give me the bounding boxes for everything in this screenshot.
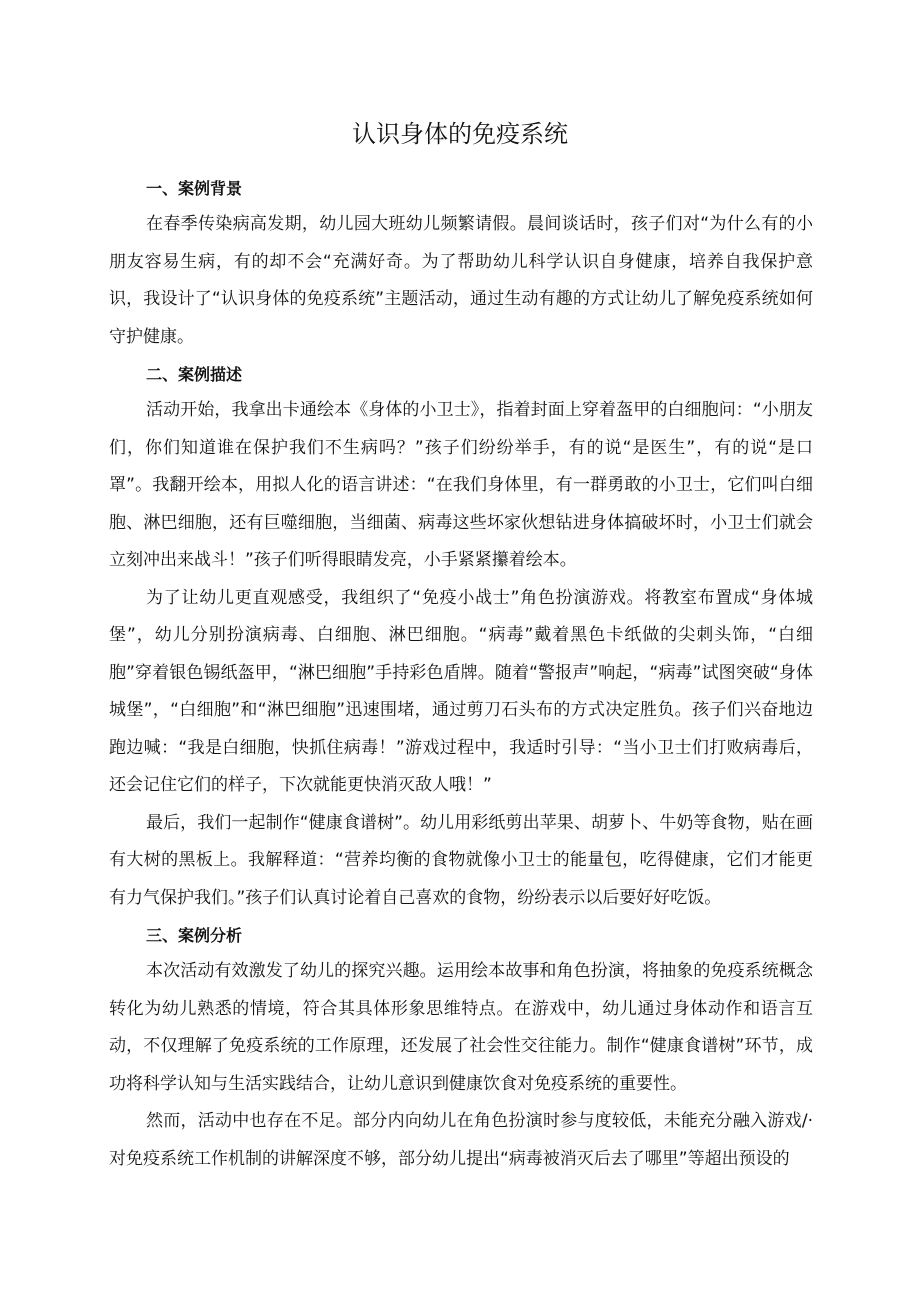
paragraph: 最后，我们一起制作“健康食谱树”。幼儿用彩纸剪出苹果、胡萝卜、牛奶等食物，贴在画有大树的黑板上。我解释道：“营养均衡的食物就像小卫士的能量包，吃得健康，它们才能更有力气保护我们。”孩子们认真讨论着自己喜欢的食物，纷纷表示以后要好好吃饭。 — [109, 812, 813, 908]
paragraph: 为了让幼儿更直观感受，我组织了“免疫小战士”角色扮演游戏。将教室布置成“身体城堡”，幼儿分别扮演病毒、白细胞、淋巴细胞。“病毒”戴着黑色卡纸做的尖刺头饰，“白细胞”穿着银色锡纸盔甲，“淋巴细胞”手持彩色盾牌。随着“警报声”响起，“病毒”试图突破“身体城堡”，“白细胞”和“淋巴细胞”迅速围堵，通过剪刀石头布的方式决定胜负。孩子们兴奋地边跑边喊：“我是白细胞，快抓住病毒！”游戏过程中，我适时引导：“当小卫士们打败病毒后，还会记住它们的样子，下次就能更快消灭敌人哦！” — [109, 587, 813, 795]
section-analysis — [109, 919, 813, 1178]
document-title: 认识身体的免疫系统 — [352, 120, 568, 148]
paragraph: 在春季传染病高发期，幼儿园大班幼儿频繁请假。晨间谈话时，孩子们对“为什么有的小朋友容易生病，有的却不会“充满好奇。为了帮助幼儿科学认识自身健康，培养自我保护意识，我设计了“认识身体的免疫系统”主题活动，通过生动有趣的方式让幼儿了解免疫系统如何守护健康。 — [109, 214, 813, 347]
document-body — [109, 172, 813, 1178]
section-description — [109, 358, 813, 917]
paragraph: 活动开始，我拿出卡通绘本《身体的小卫士》，指着封面上穿着盔甲的白细胞问：“小朋友们，你们知道谁在保护我们不生病吗？”孩子们纷纷举手，有的说“是医生”，有的说“是口罩”。我翻开绘本，用拟人化的语言讲述：“在我们身体里，有一群勇敢的小卫士，它们叫白细胞、淋巴细胞，还有巨噬细胞，当细菌、病毒这些坏家伙想钻进身体搞破坏时，小卫士们就会立刻冲出来战斗！”孩子们听得眼睛发亮，小手紧紧攥着绘本。 — [109, 400, 813, 570]
paragraph: 本次活动有效激发了幼儿的探究兴趣。运用绘本故事和角色扮演，将抽象的免疫系统概念转化为幼儿熟悉的情境，符合其具体形象思维特点。在游戏中，幼儿通过身体动作和语言互动，不仅理解了免疫系统的工作原理，还发展了社会性交往能力。制作“健康食谱树”环节，成功将科学认知与生活实践结合，让幼儿意识到健康饮食对免疫系统的重要性。 — [109, 961, 813, 1094]
section-heading: 一、案例背景 — [146, 179, 243, 198]
section-heading: 二、案例描述 — [146, 365, 243, 384]
paragraph: 然而，活动中也存在不足。部分内向幼儿在角色扮演时参与度较低，未能充分融入游戏/·对免疫系统工作机制的讲解深度不够，部分幼儿提出“病毒被消灭后去了哪里”等超出预设的 — [109, 1111, 813, 1169]
section-background — [109, 172, 813, 356]
section-heading: 三、案例分析 — [146, 926, 243, 945]
